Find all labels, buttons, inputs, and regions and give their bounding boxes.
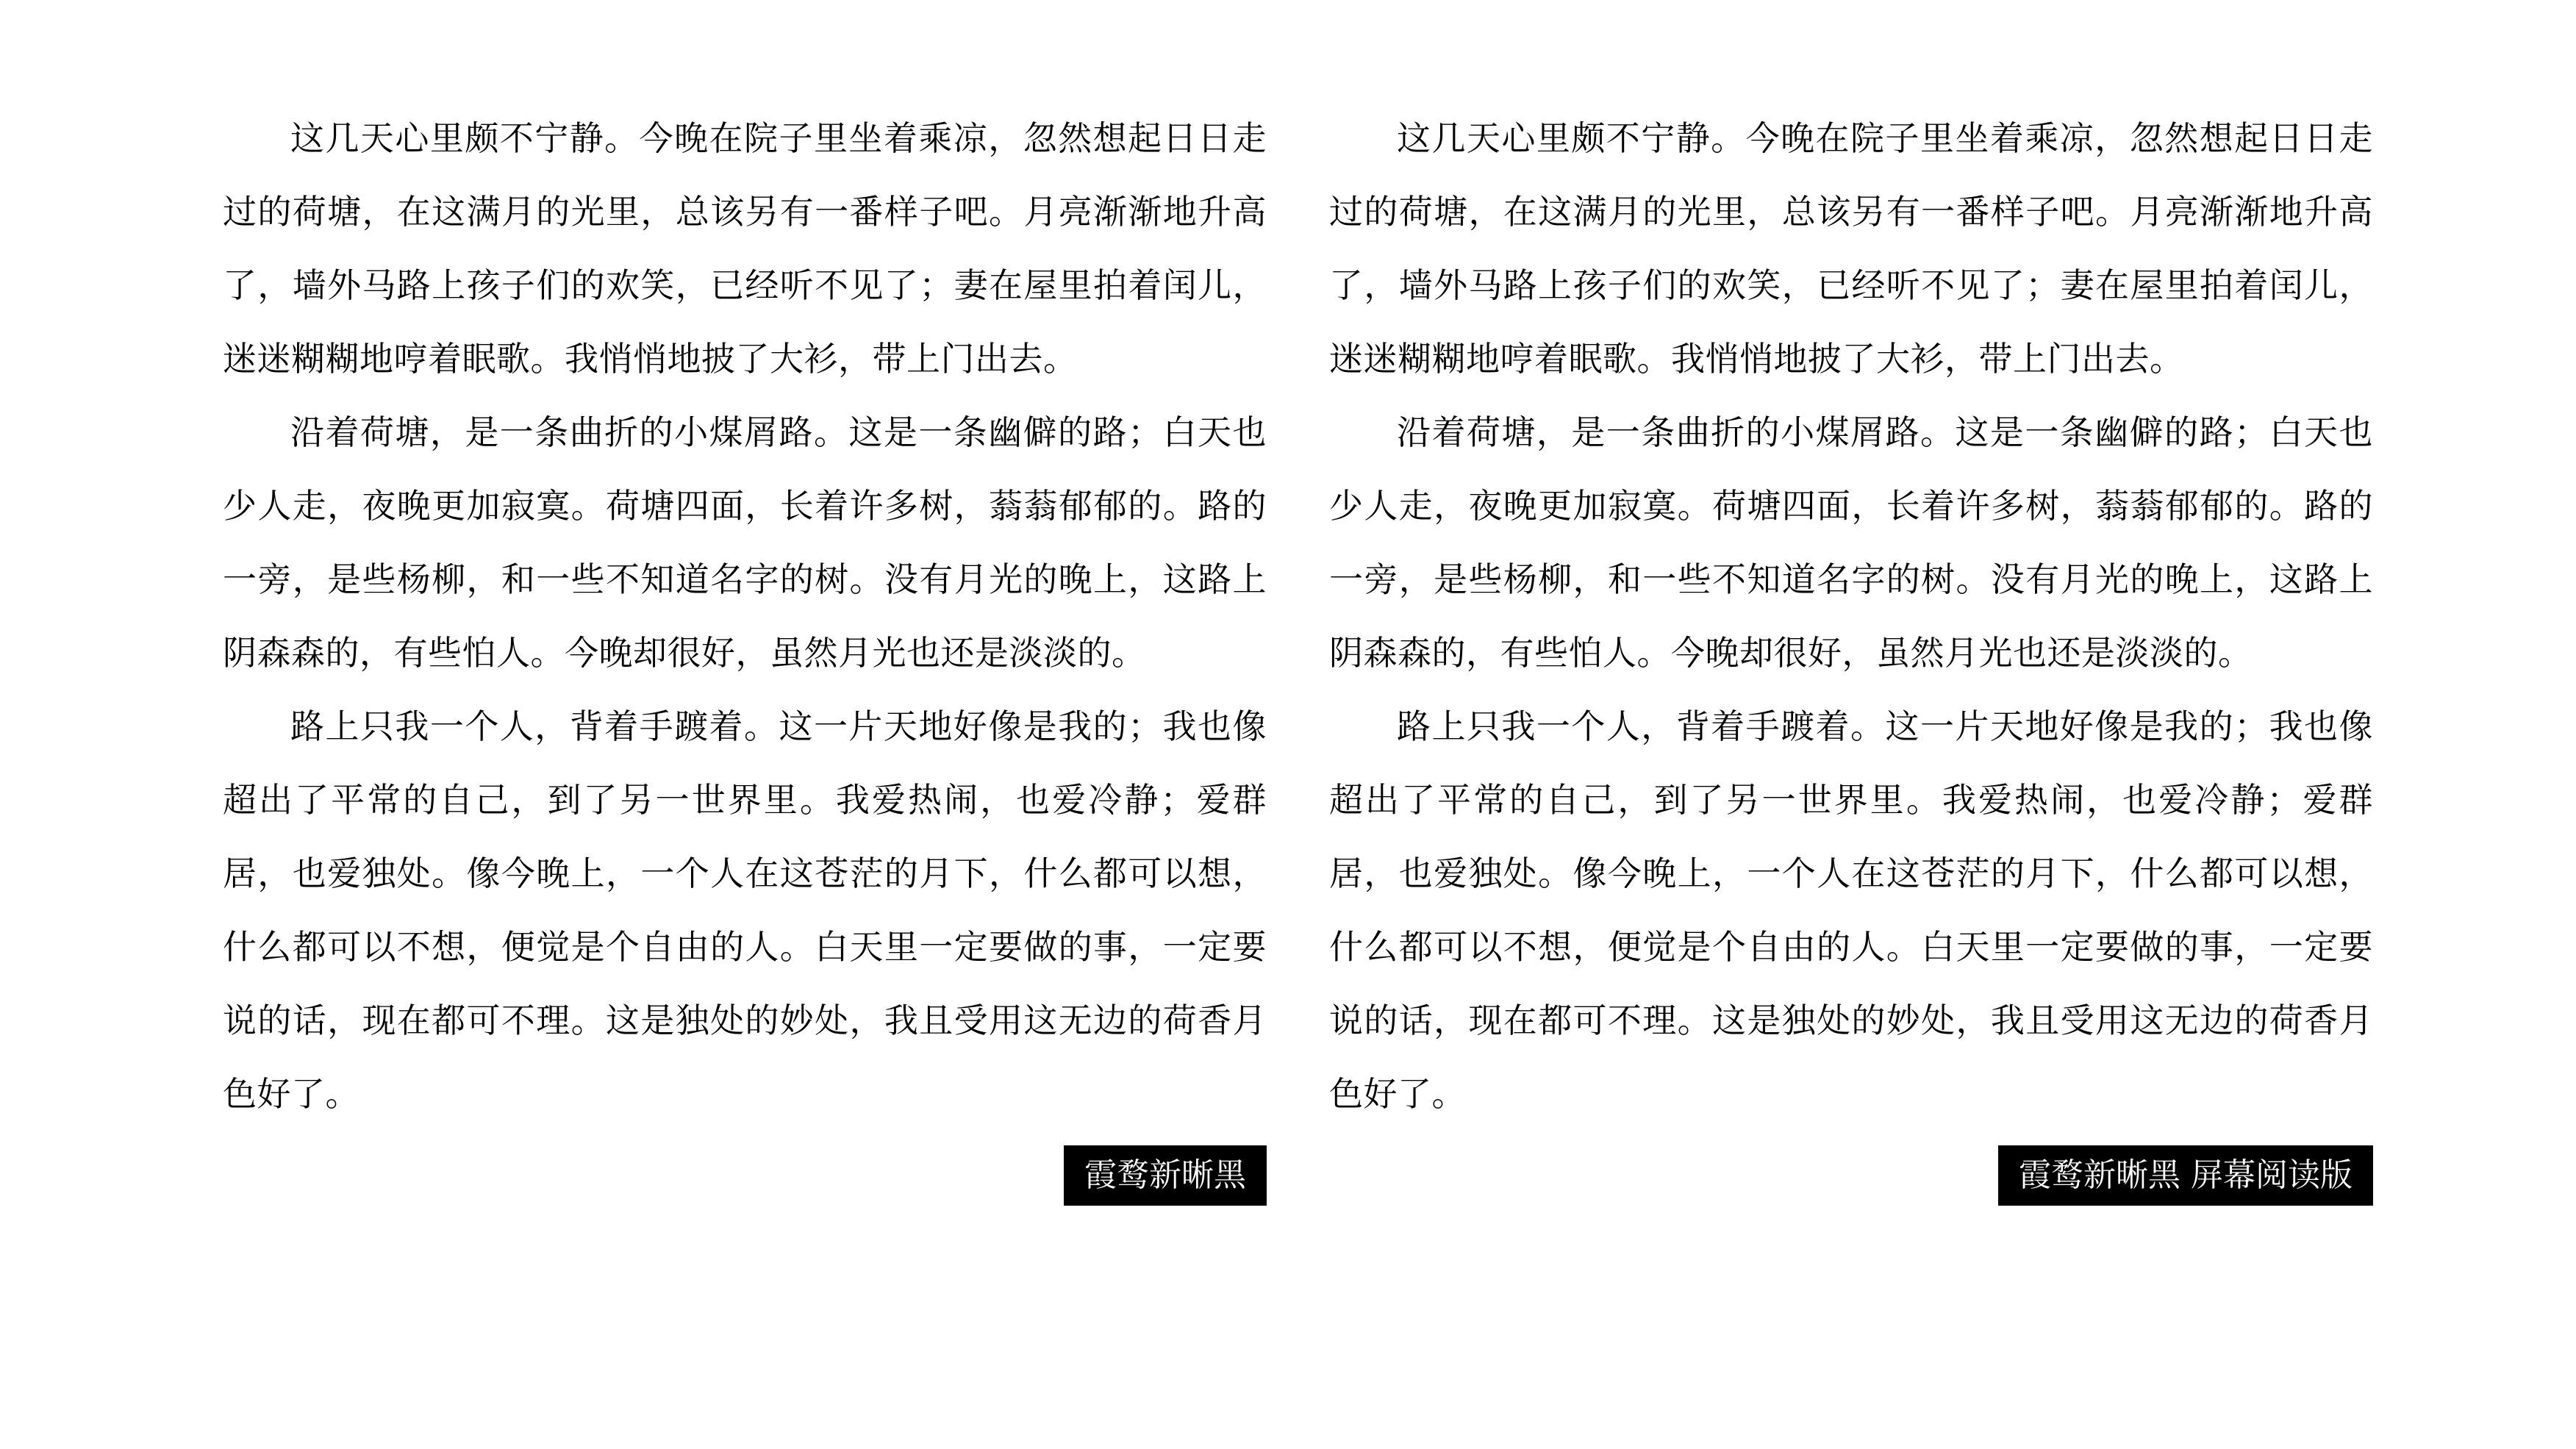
paragraph-3: 路上只我一个人，背着手踱着。这一片天地好像是我的；我也像超出了平常的自己，到了另一世界里。我爱热闹，也爱冷静；爱群居，也爱独处。像今晚上，一个人在这苍茫的月下，什么都可以想，什么都可以不想，便觉是个自由的人。白天里一定要做的事，一定要说的话，现在都可不理。这是独处的妙处，我且受用这无边的荷香月色好了。 bbox=[1329, 706, 2373, 1114]
paragraph-1: 这几天心里颇不宁静。今晚在院子里坐着乘凉，忽然想起日日走过的荷塘，在这满月的光里，总该另有一番样子吧。月亮渐渐地升高了，墙外马路上孩子们的欢笑，已经听不见了；妻在屋里拍着闰儿，迷迷糊糊地哼着眠歌。我悄悄地披了大衫，带上门出去。 bbox=[1329, 118, 2373, 379]
paragraph-3: 路上只我一个人，背着手踱着。这一片天地好像是我的；我也像超出了平常的自己，到了另一世界里。我爱热闹，也爱冷静；爱群居，也爱独处。像今晚上，一个人在这苍茫的月下，什么都可以想，什么都可以不想，便觉是个自由的人。白天里一定要做的事，一定要说的话，现在都可不理。这是独处的妙处，我且受用这无边的荷香月色好了。 bbox=[223, 706, 1267, 1114]
sample-column-left bbox=[223, 101, 1267, 1206]
font-name-badge: 霞鹜新晰黑 屏幕阅读版 bbox=[1998, 1145, 2373, 1206]
paragraph-1: 这几天心里颇不宁静。今晚在院子里坐着乘凉，忽然想起日日走过的荷塘，在这满月的光里，总该另有一番样子吧。月亮渐渐地升高了，墙外马路上孩子们的欢笑，已经听不见了；妻在屋里拍着闰儿，迷迷糊糊地哼着眠歌。我悄悄地披了大衫，带上门出去。 bbox=[223, 118, 1267, 379]
caption-row bbox=[1329, 1145, 2373, 1206]
caption-row bbox=[223, 1145, 1267, 1206]
paragraph-2: 沿着荷塘，是一条曲折的小煤屑路。这是一条幽僻的路；白天也少人走，夜晚更加寂寞。荷塘四面，长着许多树，蓊蓊郁郁的。路的一旁，是些杨柳，和一些不知道名字的树。没有月光的晚上，这路上阴森森的，有些怕人。今晚却很好，虽然月光也还是淡淡的。 bbox=[1329, 412, 2373, 673]
font-name-badge: 霞鹜新晰黑 bbox=[1064, 1145, 1267, 1206]
sample-column-right bbox=[1329, 101, 2373, 1206]
paragraph-2: 沿着荷塘，是一条曲折的小煤屑路。这是一条幽僻的路；白天也少人走，夜晚更加寂寞。荷塘四面，长着许多树，蓊蓊郁郁的。路的一旁，是些杨柳，和一些不知道名字的树。没有月光的晚上，这路上阴森森的，有些怕人。今晚却很好，虽然月光也还是淡淡的。 bbox=[223, 412, 1267, 673]
